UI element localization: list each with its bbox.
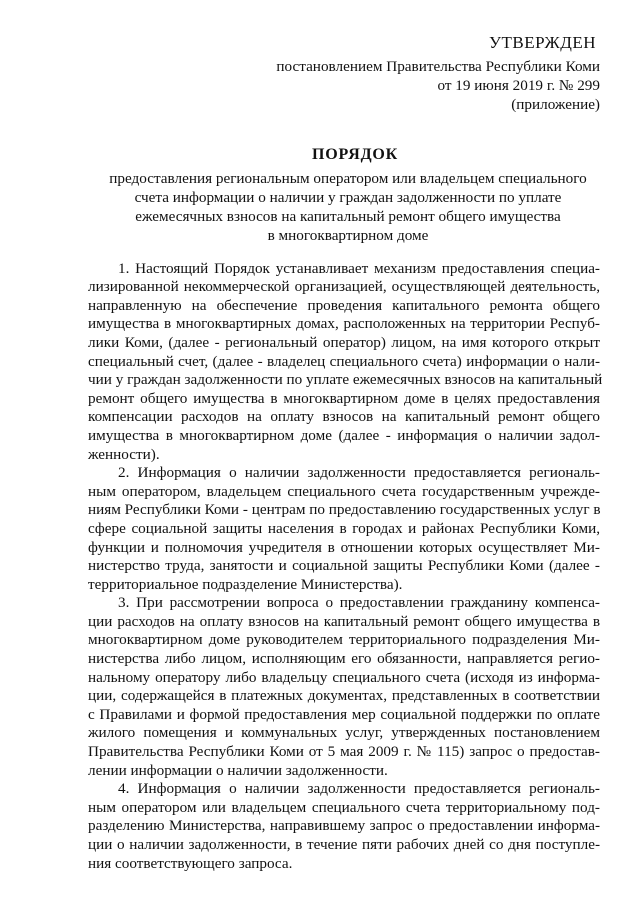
text-line: жилого помещения и коммунальных услуг, утвержденных постановлением <box>88 724 600 742</box>
text-line: ремонт общего имущества в многоквартирном доме в целях предоставления <box>88 389 600 407</box>
text-line: Правительства Республики Коми от 5 мая 2009 г. № 115) запрос о предостав- <box>88 743 600 761</box>
text-line: ции расходов на оплату взносов на капитальный ремонт общего имущества в <box>88 612 600 630</box>
text-line: 4. Информация о наличии задолженности предоставляется региональ- <box>118 780 600 798</box>
approval-block <box>88 32 600 114</box>
text-line: ным оператором, владельцем специального счета государственным учрежде- <box>88 482 600 500</box>
text-line: нистерство труда, занятости и социальной защиты Республики Коми (далее - <box>88 557 600 575</box>
text-line: 3. При рассмотрении вопроса о предоставлении гражданину компенса- <box>118 594 600 612</box>
text-line: лики Коми, (далее - региональный оператор) лицом, на имя которого открыт <box>88 333 600 351</box>
text-line: лизированной некоммерческой организацией, осуществляющей деятельность, <box>88 278 600 296</box>
approval-stamp: УТВЕРЖДЕН <box>489 33 596 52</box>
paragraph-3 <box>88 594 600 780</box>
document-title: ПОРЯДОК <box>311 146 399 163</box>
text-line: ниям Республики Коми - центрам по предоставлению государственных услуг в <box>88 501 601 519</box>
text-line: направленную на обеспечение проведения капитального ремонта общего <box>88 296 600 314</box>
approval-line-2: от 19 июня 2019 г. № 299 <box>437 77 600 94</box>
text-line: имущества в многоквартирном доме (далее - информация о наличии задол- <box>88 426 600 444</box>
text-line: нальному оператору либо владельцу специального счета (исходя из информа- <box>88 668 600 686</box>
text-line: ции, содержащейся в платежных документах, представленных в соответствии <box>88 687 600 705</box>
text-line: 2. Информация о наличии задолженности предоставляется региональ- <box>118 464 600 482</box>
text-line: ции о наличии задолженности, в течение пяти рабочих дней со дня поступле- <box>88 836 600 853</box>
text-line: чии у граждан задолженности по уплате ежемесячных взносов на капитальный <box>88 371 603 389</box>
approval-line-3: (приложение) <box>511 96 600 113</box>
text-line: функции и полномочия учредителя в отношении которых осуществляет Ми- <box>88 538 600 556</box>
document-subtitle <box>88 169 600 245</box>
text-line: женности). <box>88 445 160 463</box>
text-line: специальный счет, (далее - владелец специального счета) информации о нали- <box>88 352 600 370</box>
text-line: 1. Настоящий Порядок устанавливает механизм предоставления специа- <box>118 259 600 277</box>
text-line: сфере социальной защиты населения в городах и районах Республики Коми, <box>88 519 600 537</box>
subtitle-line: предоставления региональным оператором или владельцем специального <box>109 169 587 187</box>
text-line: с Правилами и формой предоставления мер социальной поддержки по оплате <box>88 705 600 723</box>
paragraph-2 <box>88 464 600 594</box>
text-line: территориальное подразделение Министерства). <box>88 575 403 593</box>
text-line: разделению Министерства, направившему запрос о предоставлении информа- <box>88 817 600 835</box>
subtitle-line: счета информации о наличии у граждан задолженности по уплате <box>134 188 562 206</box>
subtitle-line: в многоквартирном доме <box>267 226 429 244</box>
text-line: ния соответствующего запроса. <box>88 854 293 872</box>
paragraph-1 <box>88 259 603 465</box>
text-line: ным оператором или владельцем специального счета территориальному под- <box>88 798 600 816</box>
text-line: компенсации расходов на оплату взносов на капитальный ремонт общего <box>88 408 600 426</box>
subtitle-line: ежемесячных взносов на капитальный ремонт общего имущества <box>135 207 561 225</box>
text-line: нистерства либо лицом, исполняющим его обязанности, направляется регио- <box>88 650 600 668</box>
text-line: многоквартирном доме руководителем территориального подразделения Ми- <box>88 631 600 649</box>
approval-line-1: постановлением Правительства Республики Коми <box>276 58 600 75</box>
document-body <box>88 259 603 874</box>
text-line: имущества в многоквартирных домах, расположенных на территории Респуб- <box>88 315 600 333</box>
paragraph-4 <box>88 780 600 873</box>
text-line: лении информации о наличии задолженности. <box>88 761 388 779</box>
